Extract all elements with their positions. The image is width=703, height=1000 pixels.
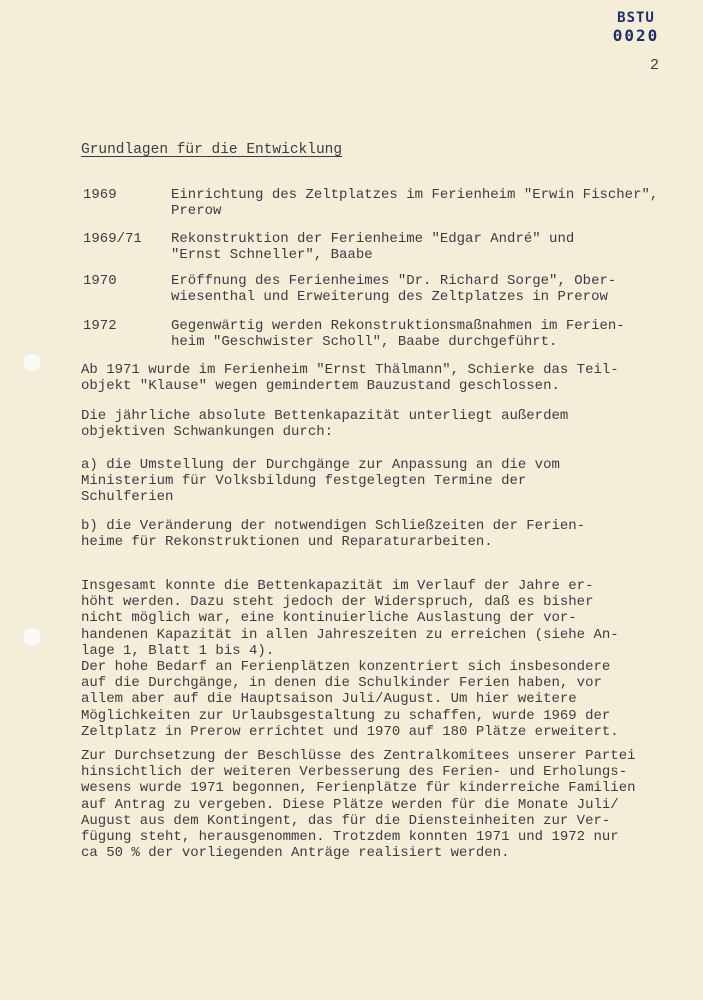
punch-hole — [22, 627, 42, 647]
stamp-line-2: 0020 — [612, 26, 660, 45]
paragraph-demand: Der hohe Bedarf an Ferienplätzen konzentriert sich insbesondere auf die Durchgänge, in denen die Schulkinder Ferien haben, vor allem aber auf die Hauptsaison Juli/August. Um hier weitere Möglichkeiten zur Urlaubsgestaltung zu schaffen, wurde 1969 der Zeltplatz in Prerow errichtet und 1970 auf 180 Plätze erweitert. — [81, 659, 619, 740]
timeline-year: 1969 — [83, 187, 117, 203]
timeline-year: 1969/71 — [83, 231, 142, 247]
timeline-text: Gegenwärtig werden Rekonstruktionsmaßnahmen im Ferien- heim "Geschwister Scholl", Baabe durchgeführt. — [171, 318, 625, 350]
archive-stamp — [605, 10, 667, 44]
section-heading: Grundlagen für die Entwicklung — [81, 142, 343, 158]
page-number: 2 — [650, 57, 660, 74]
paragraph-families: Zur Durchsetzung der Beschlüsse des Zentralkomitees unserer Partei hinsichtlich der weiteren Verbesserung des Ferien- und Erholungs- wesens wurde 1971 begonnen, Ferienplätze für kinderreiche Familien auf Antrag zu vergeben. Diese Plätze werden für die Monate Juli/ August aus dem Kontingent, das für die Diensteinheiten zur Ver- fügung steht, herausgenommen. Trotzdem konnten 1971 und 1972 nur ca 50 % der vorliegenden Anträge realisiert werden. — [81, 748, 636, 862]
stamp-line-1: BSTU — [617, 10, 655, 26]
paragraph-klause: Ab 1971 wurde im Ferienheim "Ernst Thälmann", Schierke das Teil- objekt "Klause" wegen gemindertem Bauzustand geschlossen. — [81, 362, 619, 395]
paragraph-utilization: Insgesamt konnte die Bettenkapazität im Verlauf der Jahre er- höht werden. Dazu steht jedoch der Widerspruch, daß es bisher nicht möglich war, eine kontinuierliche Auslastung der vor- handenen Kapazität in allen Jahreszeiten zu erreichen (siehe An- lage 1, Blatt 1 bis 4). — [81, 578, 619, 659]
paragraph-capacity: Die jährliche absolute Bettenkapazität unterliegt außerdem objektiven Schwankungen durch: — [81, 408, 569, 441]
timeline-text: Rekonstruktion der Ferienheime "Edgar André" und "Ernst Schneller", Baabe — [171, 231, 575, 263]
timeline-year: 1972 — [83, 318, 117, 334]
timeline-year: 1970 — [83, 273, 117, 289]
timeline-text: Einrichtung des Zeltplatzes im Ferienheim "Erwin Fischer", Prerow — [171, 187, 659, 219]
list-item-b: b) die Veränderung der notwendigen Schließzeiten der Ferien- heime für Rekonstruktionen und Reparaturarbeiten. — [81, 518, 586, 551]
punch-hole — [22, 352, 42, 372]
timeline-text: Eröffnung des Ferienheimes "Dr. Richard Sorge", Ober- wiesenthal und Erweiterung des Zeltplatzes in Prerow — [171, 273, 617, 305]
list-item-a: a) die Umstellung der Durchgänge zur Anpassung an die vom Ministerium für Volksbildung festgelegten Termine der Schulferien — [81, 457, 560, 506]
